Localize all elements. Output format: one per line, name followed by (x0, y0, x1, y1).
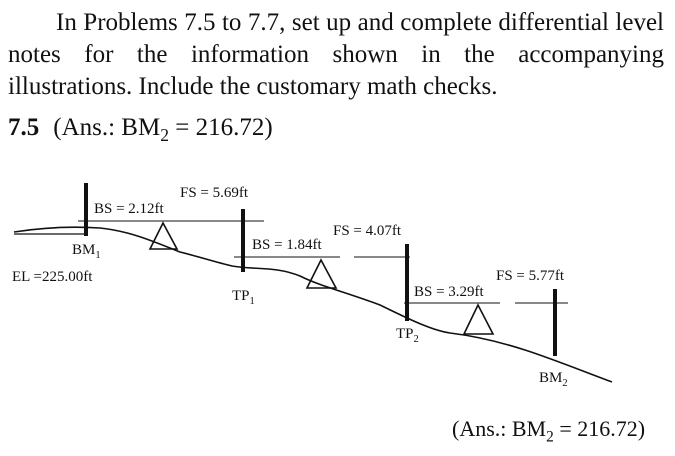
fs3-label: FS = 5.77ft (496, 268, 565, 284)
tp2-sub: 2 (413, 334, 419, 345)
bm1-sub: 1 (95, 250, 101, 261)
bs3-label: BS = 3.29ft (414, 284, 484, 300)
bm2-sub: 2 (562, 378, 568, 389)
instrument-3 (464, 305, 493, 334)
instrument-2 (307, 260, 336, 288)
elevation-label: EL =225.00ft (12, 269, 93, 285)
bs2-label: BS = 1.84ft (252, 237, 322, 253)
figure-answer-sub: 2 (546, 428, 554, 446)
problem-answer-sub: 2 (160, 125, 169, 145)
bm2-main: BM (539, 370, 563, 386)
tp1-label (232, 287, 255, 311)
fs2-label: FS = 4.07ft (333, 223, 402, 239)
figure-answer-prefix: (Ans.: BM (452, 416, 547, 441)
problem-heading (8, 113, 273, 150)
tp1-main: TP (232, 288, 250, 304)
problem-number: 7.5 (8, 114, 40, 141)
problem-answer-value: = 216.72) (168, 114, 273, 141)
tp2-label (396, 325, 419, 349)
bm1-label (72, 241, 101, 265)
problem-answer-prefix: (Ans.: BM (53, 114, 161, 141)
figure-answer (452, 415, 645, 451)
intro-paragraph: In Problems 7.5 to 7.7, set up and complete differential level notes for the information shown in the accompanying illustrations. Include the customary math checks. (8, 9, 664, 100)
tp1-sub: 1 (249, 296, 255, 307)
fs1-label: FS = 5.69ft (180, 185, 249, 201)
bm2-label (539, 369, 568, 393)
figure-answer-value: = 216.72) (553, 416, 646, 441)
tp2-main: TP (396, 326, 414, 342)
bm1-main: BM (72, 242, 96, 258)
bs1-label: BS = 2.12ft (94, 201, 164, 217)
